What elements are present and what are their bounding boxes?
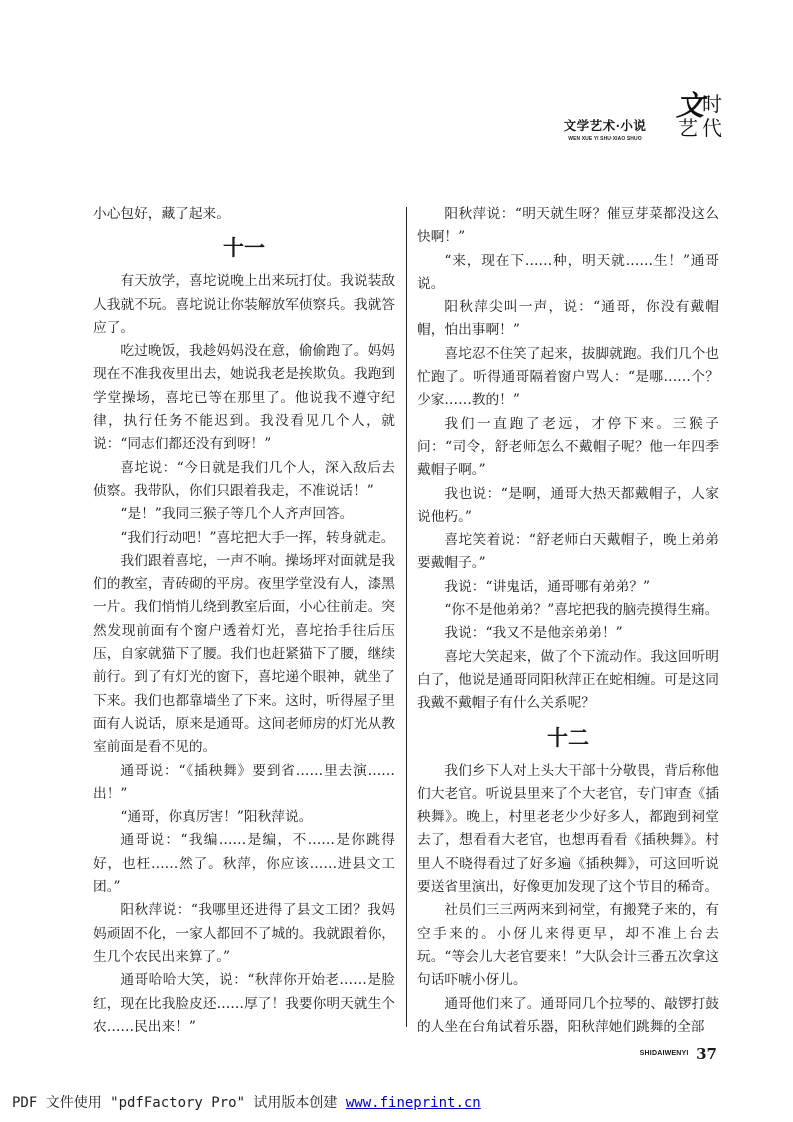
pdf-footer bbox=[12, 1092, 481, 1112]
paragraph: “通哥，你真厉害！”阳秋萍说。 bbox=[120, 809, 313, 826]
paragraph: 吃过晚饭，我趁妈妈没在意，偷偷跑了。妈妈现在不准我夜里出去，她说我老是挨欺负。我跑到学堂操场，喜坨已等在那里了。他说我不遵守纪律，执行任务不能迟到。我没看见几个人，就说：“同志们都还没有到呀！” bbox=[93, 343, 395, 453]
paragraph: 我们一直跑了老远，才停下来。三猴子问：“司令，舒老师怎么不戴帽子呢？他一年四季戴帽子啊。” bbox=[417, 415, 719, 479]
section-heading: 十一 bbox=[223, 235, 265, 261]
logo-char: 艺 bbox=[678, 116, 698, 140]
column-divider bbox=[406, 207, 407, 1027]
paragraph: 我说：“讲鬼话，通哥哪有弟弟？” bbox=[444, 578, 651, 595]
running-head bbox=[538, 116, 672, 142]
paragraph: 喜坨说：“今日就是我们几个人，深入敌后去侦察。我带队，你们只跟着我走，不准说话！” bbox=[93, 459, 395, 499]
logo-char: 时 bbox=[702, 92, 722, 116]
paragraph: 通哥他们来了。通哥同几个拉琴的、敲锣打鼓的人坐在台角试着乐器，阳秋萍她们跳舞的全部 bbox=[417, 995, 719, 1035]
magazine-name-label: SHIDAIWENYI bbox=[639, 1050, 689, 1057]
section-title: 文学艺术·小说 bbox=[563, 118, 647, 133]
paragraph: 喜坨忍不住笑了起来，拔脚就跑。我们几个也忙跑了。听得通哥隔着窗户骂人：“是哪……个？少家……教的！” bbox=[417, 345, 719, 409]
paragraph: 我们跟着喜坨，一声不响。操场坪对面就是我们的教室，青砖砌的平房。夜里学堂没有人，漆黑一片。我们悄悄儿绕到教室后面，小心往前走。突然发现前面有个窗户透着灯光，喜坨抬手往后压压，自家就猫下了腰。我们也赶紧猫下了腰，继续前行。到了有灯光的窗下，喜坨递个眼神，就坐了下来。我们也都靠墙坐了下来。这时，听得屋子里面有人说话，原来是通哥。这间老师房的灯光从教室前面是看不见的。 bbox=[93, 552, 395, 756]
paragraph: 我说：“我又不是他亲弟弟！” bbox=[444, 625, 623, 642]
paragraph: 阳秋萍尖叫一声，说：“通哥，你没有戴帽帽，怕出事啊！” bbox=[417, 299, 719, 339]
paragraph: “来，现在下……种，明天就……生！”通哥说。 bbox=[417, 252, 719, 292]
paragraph: 喜坨笑着说：“舒老师白天戴帽子，晚上弟弟要戴帽子。” bbox=[417, 532, 719, 572]
section-heading: 十二 bbox=[547, 724, 589, 750]
paragraph: 我们乡下人对上头大干部十分敬畏，背后称他们大老官。听说县里来了个大老官，专门审查《插秧舞》。晚上，村里老老少少好多人，都跑到祠堂去了，想看看大老官，也想再看看《插秧舞》。村里人不晓得看过了好多遍《插秧舞》，可这回听说要送省里演出，好像更加发现了这个节目的稀奇。 bbox=[417, 762, 719, 896]
page-folio bbox=[640, 1043, 717, 1063]
paragraph: 阳秋萍说：“明天就生呀？催豆芽菜都没这么快啊！” bbox=[417, 206, 719, 246]
paragraph: 我也说：“是啊，通哥大热天都戴帽子，人家说他朽。” bbox=[417, 485, 719, 525]
page-header bbox=[0, 0, 793, 150]
paragraph: 通哥哈哈大笑，说：“秋萍你开始老……是脸红，现在比我脸皮还……厚了！我要你明天就生个农……民出来！” bbox=[93, 972, 395, 1035]
paragraph: 社员们三三两两来到祠堂，有搬凳子来的，有空手来的。小伢儿来得更早，却不准上台去玩。“等会儿大老官要来！”大队会计三番五次拿这句话吓唬小伢儿。 bbox=[417, 902, 719, 989]
page-number: 37 bbox=[696, 1044, 717, 1063]
paragraph: 阳秋萍说：“我哪里还进得了县文工团？我妈妈顽固不化，一家人都回不了城的。我就跟着你，生几个农民出来算了。” bbox=[93, 902, 395, 965]
logo-char: 文 bbox=[676, 89, 705, 122]
paragraph: 有天放学，喜坨说晚上出来玩打仗。我说装敌人我就不玩。喜坨说让你装解放军侦察兵。我就答应了。 bbox=[93, 273, 395, 336]
paragraph: “我们行动吧！”喜坨把大手一挥，转身就走。 bbox=[120, 529, 395, 546]
magazine-logo bbox=[672, 89, 732, 144]
paragraph: 喜坨大笑起来，做了个下流动作。我这回听明白了，他说是通哥同阳秋萍正在蛇相缠。可是这同我戴不戴帽子有什么关系呢？ bbox=[417, 648, 719, 712]
paragraph: 通哥说：“《插秧舞》要到省……里去演……出！” bbox=[93, 762, 395, 802]
paragraph: 通哥说：“我编……是编，不……是你跳得好，也枉……然了。秋萍，你应该……进县文工团。” bbox=[93, 832, 395, 896]
left-text-column bbox=[93, 203, 395, 1039]
footer-link[interactable]: www.fineprint.cn bbox=[345, 1095, 481, 1111]
right-text-column bbox=[417, 203, 719, 1039]
section-title-pinyin: WEN XUE YI SHU·XIAO SHUO bbox=[568, 136, 642, 142]
footer-text: PDF 文件使用 "pdfFactory Pro" 试用版本创建 bbox=[12, 1095, 346, 1111]
paragraph: “你不是他弟弟？”喜坨把我的脑壳摸得生痛。 bbox=[444, 602, 719, 619]
paragraph: 小心包好，藏了起来。 bbox=[93, 206, 230, 222]
logo-char: 代 bbox=[702, 116, 722, 140]
paragraph: “是！”我同三猴子等几个人齐声回答。 bbox=[120, 506, 354, 523]
